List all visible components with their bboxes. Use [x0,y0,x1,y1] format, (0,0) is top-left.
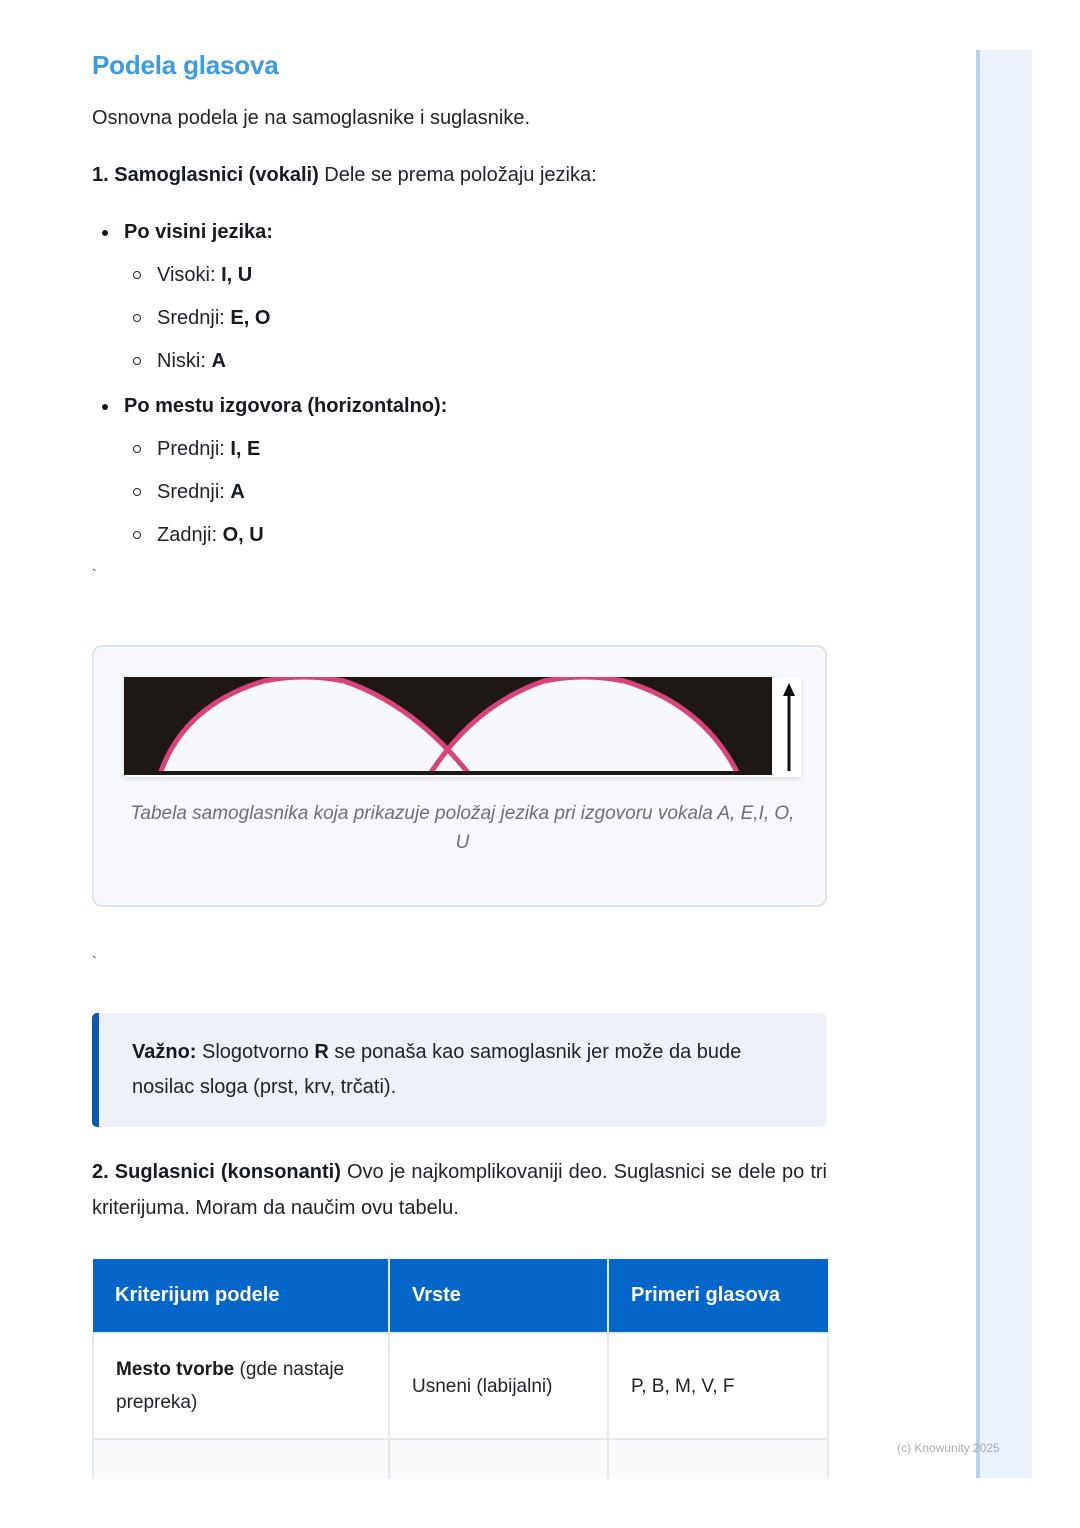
table-cell-examples: P, B, M, V, F [608,1333,828,1439]
section-consonants-text: Ovo je najkomplikovaniji deo. Suglasnici se dele po tri kriterijuma. Moram da naučim ovu tabelu. [92,1161,827,1219]
item-value: O, U [222,524,264,546]
important-note-callout [92,1013,827,1127]
intro-paragraph: Osnovna podela je na samoglasnike i suglasnike. [92,107,531,129]
circle-bullet-icon [133,531,141,539]
list-item [92,435,792,463]
table-cell-type: Usneni (labijalni) [389,1333,608,1439]
section-vowels-heading [92,164,597,187]
item-label: Srednji: [157,307,231,329]
bullet-group-height [92,218,792,375]
criterion-bold: Mesto tvorbe [116,1359,235,1380]
stray-backtick: ` [92,953,97,969]
column-header: Kriterijum podele [93,1259,389,1333]
list-item [92,261,792,289]
item-label: Niski: [157,350,212,372]
list-item [92,347,792,375]
figure-card [92,645,827,907]
bullet-heading: Po mestu izgovora (horizontalno): [92,392,792,420]
column-header: Primeri glasova [608,1259,828,1333]
item-label: Zadnji: [157,524,223,546]
list-item [92,304,792,332]
item-label: Prednji: [157,438,231,460]
item-value: I, U [221,264,253,286]
table-row [93,1333,828,1439]
section-consonants-paragraph [92,1154,827,1226]
list-item [92,478,792,506]
circle-bullet-icon [133,445,141,453]
circle-bullet-icon [133,488,141,496]
section-vowels-title: 1. Samoglasnici (vokali) [92,164,319,186]
column-header: Vrste [389,1259,608,1333]
note-bold-letter: R [314,1041,329,1063]
vowel-arcs-diagram [124,677,801,777]
table-cell [608,1439,828,1479]
side-panel [976,50,1032,1478]
vowel-diagram-image [124,677,801,777]
note-text: se ponaša kao samoglasnik jer može da bude nosilac sloga (prst, krv, trčati). [132,1041,742,1098]
stray-backtick: ` [92,566,97,582]
circle-bullet-icon [133,314,141,322]
table-cell-criterion [93,1333,389,1439]
section-vowels-text: Dele se prema položaju jezika: [318,164,597,186]
item-label: Visoki: [157,264,222,286]
note-label: Važno: [132,1041,197,1063]
section-consonants-title: 2. Suglasnici (konsonanti) [92,1161,341,1183]
circle-bullet-icon [133,271,141,279]
note-text: Slogotvorno [196,1041,315,1063]
table-cell [389,1439,608,1479]
bullet-group-place [92,392,792,549]
consonant-table [92,1259,829,1479]
item-label: Srednji: [157,481,231,503]
table-header-row [93,1259,828,1333]
item-value: A [230,481,245,503]
list-item [92,521,792,549]
page-title: Podela glasova [92,50,279,80]
item-value: I, E [230,438,261,460]
item-value: E, O [230,307,271,329]
item-value: A [211,350,226,372]
criterion-rest: (gde nastaje prepreka) [116,1359,345,1413]
table-row [93,1439,828,1479]
bullet-heading: Po visini jezika: [92,218,792,246]
figure-caption: Tabela samoglasnika koja prikazuje položaj jezika pri izgovoru vokala A, E,I, O, U [130,803,795,853]
table-cell [93,1439,389,1479]
circle-bullet-icon [133,357,141,365]
copyright-footer: (c) Knowunity 2025 [897,1441,1000,1455]
